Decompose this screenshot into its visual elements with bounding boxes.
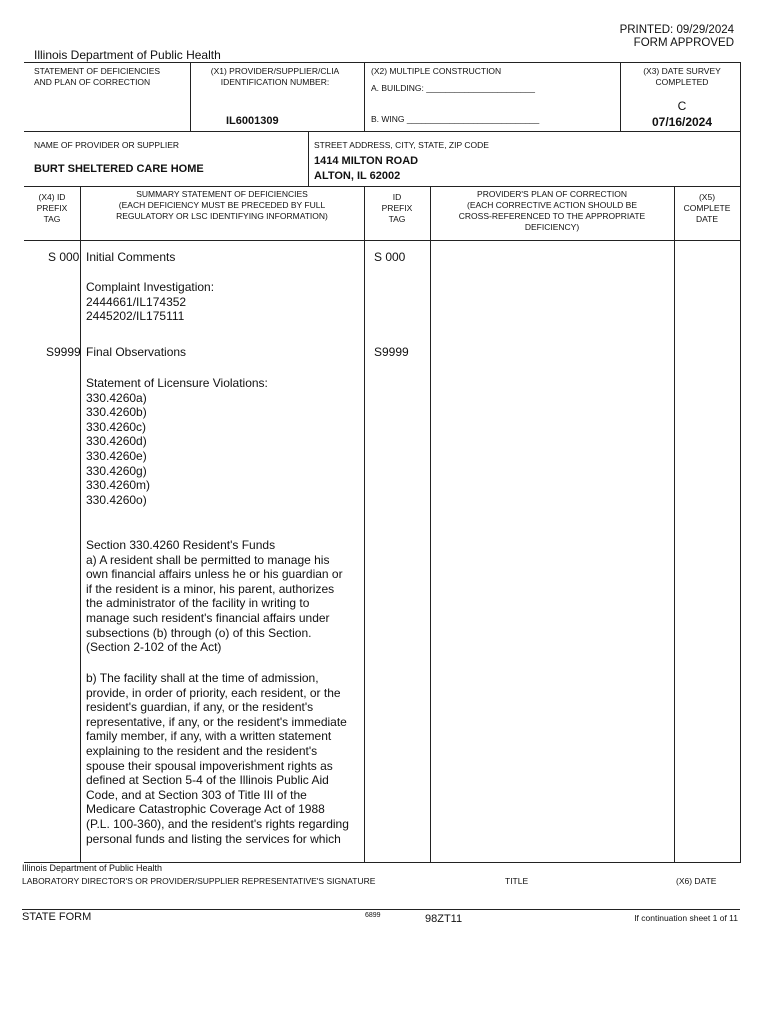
col-divider-3: [430, 186, 431, 862]
address-label: STREET ADDRESS, CITY, STATE, ZIP CODE: [314, 140, 489, 150]
col-divider-1: [80, 186, 81, 862]
row-text: Complaint Investigation: 2444661/IL174352 2445202/IL175111: [86, 280, 215, 324]
agency-title: Illinois Department of Public Health: [34, 48, 221, 62]
state-form-label: STATE FORM: [22, 911, 92, 923]
date-label: (X6) DATE: [676, 876, 717, 886]
x3-code: C: [677, 99, 687, 113]
summary-column-header: SUMMARY STATEMENT OF DEFICIENCIES (EACH DEFICIENCY MUST BE PRECEDED BY FULL REGULATORY OR LSC IDENTIFYING INFORMATION): [116, 189, 328, 221]
city-state-zip: ALTON, IL 62002: [314, 170, 401, 182]
provider-divider: [308, 131, 309, 186]
provider-bottom-rule: [24, 186, 741, 187]
x1-value: IL6001309: [226, 115, 279, 127]
x4-column-header: (X4) ID PREFIX TAG: [36, 192, 68, 224]
footer-agency: Illinois Department of Public Health: [22, 863, 163, 873]
row-title: Initial Comments: [86, 250, 176, 264]
header-top-rule: [24, 62, 741, 63]
title-label: TITLE: [505, 876, 529, 886]
x3-date: 07/16/2024: [651, 115, 713, 129]
wing-label: B. WING ____________________________: [371, 114, 540, 124]
provider-name-label: NAME OF PROVIDER OR SUPPLIER: [34, 140, 179, 150]
section-b-text: b) The facility shall at the time of admission, provide, in order of priority, each resident, or the resident's guardian, if any, or the resident's representative, if any, or the resident's immediate family member, if any, with a written statement explaining to the resident and the resident's spouse their spousal impoverishment rights as defined at Section 5-4 of the Illinois Public Aid Code, and at Section 303 of Title III of the Medicare Catastrophic Coverage Act of 1988 (P.L. 100-360), and the resident's rights regarding personal funds and listing the services for which: [86, 671, 349, 846]
header-mid-rule: [24, 131, 741, 132]
event-id: 98ZT11: [425, 913, 463, 925]
continuation-label: If continuation sheet 1 of 11: [634, 913, 738, 923]
right-border: [740, 62, 741, 862]
signature-label: LABORATORY DIRECTOR'S OR PROVIDER/SUPPLIER REPRESENTATIVE'S SIGNATURE: [22, 876, 376, 886]
id-column-header: ID PREFIX TAG: [381, 192, 413, 224]
column-header-bottom-rule: [24, 240, 741, 241]
x1-label: (X1) PROVIDER/SUPPLIER/CLIA IDENTIFICATION NUMBER:: [210, 66, 340, 87]
row-text: Statement of Licensure Violations: 330.4260a) 330.4260b) 330.4260c) 330.4260d) 330.4260e) 330.4260g) 330.4260m) 330.4260o): [86, 376, 268, 507]
street-address: 1414 MILTON ROAD: [314, 155, 419, 167]
row-title: Final Observations: [86, 345, 187, 359]
row-tag: S9999: [46, 345, 81, 359]
x2-label: (X2) MULTIPLE CONSTRUCTION: [371, 66, 502, 76]
building-label: A. BUILDING: _______________________: [371, 83, 535, 93]
row-id-tag: S9999: [374, 345, 409, 359]
x5-column-header: (X5) COMPLETE DATE: [683, 192, 731, 224]
footer-rule: [22, 909, 740, 910]
header-divider-2: [364, 62, 365, 131]
form-code: 6899: [365, 912, 381, 919]
row-tag: S 000: [48, 250, 80, 264]
col-divider-2: [364, 186, 365, 862]
row-id-tag: S 000: [374, 250, 406, 264]
printed-date: PRINTED: 09/29/2024: [619, 24, 734, 36]
provider-name: BURT SHELTERED CARE HOME: [34, 163, 204, 175]
form-approved: FORM APPROVED: [633, 37, 734, 49]
x3-label: (X3) DATE SURVEY COMPLETED: [643, 66, 721, 87]
statement-label: STATEMENT OF DEFICIENCIES AND PLAN OF CORRECTION: [34, 66, 161, 87]
section-text: Section 330.4260 Resident's Funds a) A resident shall be permitted to manage his own financial affairs unless he or his guardian or if the resident is a minor, his parent, authorizes the administrator of the facility in writing to manage such resident's financial affairs under subsections (b) through (o) of this Section. (Section 2-102 of the Act): [86, 538, 343, 655]
col-divider-4: [674, 186, 675, 862]
plan-column-header: PROVIDER'S PLAN OF CORRECTION (EACH CORRECTIVE ACTION SHOULD BE CROSS-REFERENCED TO THE APPROPRIATE DEFICIENCY): [458, 189, 646, 232]
